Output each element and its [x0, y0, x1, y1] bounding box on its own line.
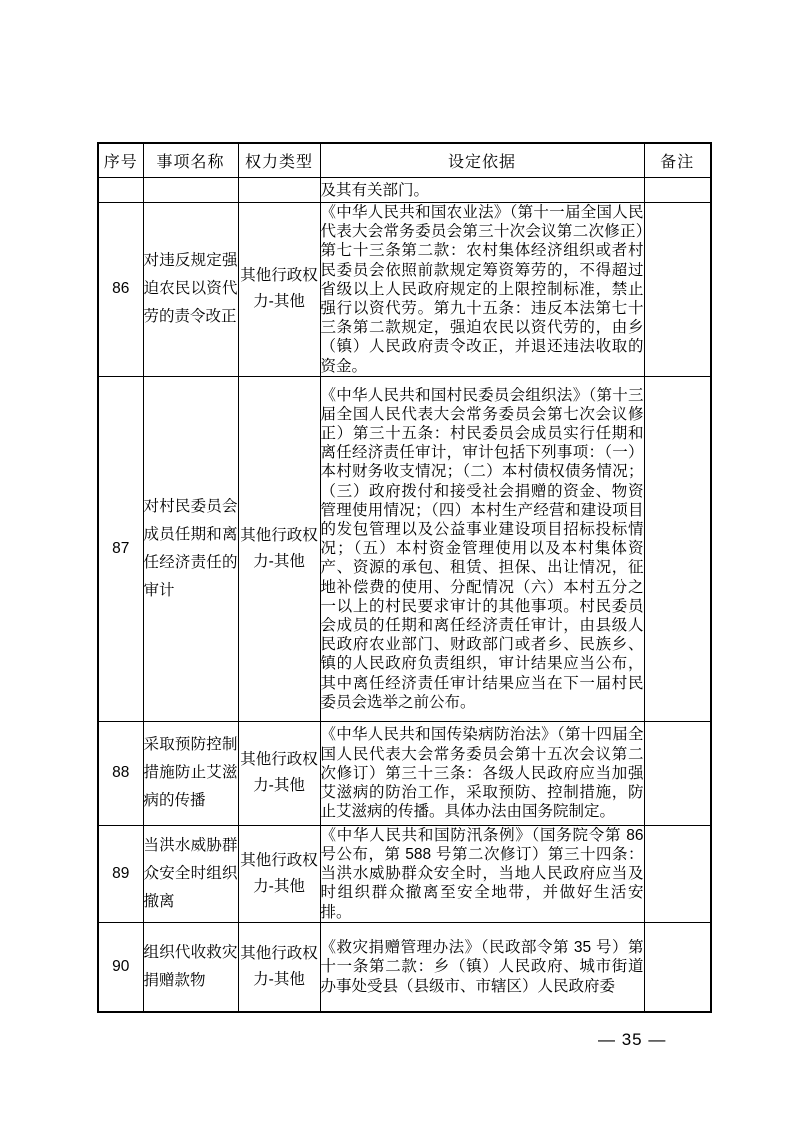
cell-remark	[644, 203, 711, 377]
table-row	[98, 825, 711, 922]
cell-item-name: 采取预防控制措施防止艾滋病的传播	[143, 721, 238, 825]
carryover-row	[98, 178, 711, 203]
cell-power-type: 其他行政权力-其他	[238, 721, 320, 825]
page-number: — 35 —	[598, 1030, 667, 1049]
cell-basis: 《救灾捐赠管理办法》（民政部令第 35 号）第十一条第二款：乡（镇）人民政府、城市街道办事处受县（县级市、市辖区）人民政府委	[320, 922, 644, 1012]
cell-serial: 88	[98, 721, 143, 825]
cell-remark	[644, 376, 711, 721]
cell-item-name	[143, 178, 238, 203]
cell-serial: 87	[98, 376, 143, 721]
cell-power-type	[238, 178, 320, 203]
cell-item-name: 组织代收救灾捐赠款物	[143, 922, 238, 1012]
column-header-item-name: 事项名称	[143, 143, 238, 178]
cell-remark	[644, 922, 711, 1012]
column-header-basis: 设定依据	[320, 143, 644, 178]
column-header-serial: 序号	[98, 143, 143, 178]
cell-basis: 《中华人民共和国村民委员会组织法》（第十三届全国人民代表大会常务委员会第七次会议修正）第三十五条：村民委员会成员实行任期和离任经济责任审计，审计包括下列事项：（一）本村财务收支情况；（二）本村债权债务情况；（三）政府拨付和接受社会捐赠的资金、物资管理使用情况；（四）本村生产经营和建设项目的发包管理以及公益事业建设项目招标投标情况；（五）本村资金管理使用以及本村集体资产、资源的承包、租赁、担保、出让情况，征地补偿费的使用、分配情况（六）本村五分之一以上的村民要求审计的其他事项。村民委员会成员的任期和离任经济责任审计，由县级人民政府农业部门、财政部门或者乡、民族乡、镇的人民政府负责组织，审计结果应当公布，其中离任经济责任审计结果应当在下一届村民委员会选举之前公布。	[320, 376, 644, 721]
table-row	[98, 721, 711, 825]
cell-serial: 86	[98, 203, 143, 377]
column-header-remark: 备注	[644, 143, 711, 178]
cell-power-type: 其他行政权力-其他	[238, 922, 320, 1012]
cell-serial: 89	[98, 825, 143, 922]
cell-basis: 《中华人民共和国传染病防治法》（第十四届全国人民代表大会常务委员会第十五次会议第二次修订）第三十三条：各级人民政府应当加强艾滋病的防治工作，采取预防、控制措施，防止艾滋病的传播。具体办法由国务院制定。	[320, 721, 644, 825]
cell-remark	[644, 178, 711, 203]
cell-serial: 90	[98, 922, 143, 1012]
table-row	[98, 203, 711, 377]
cell-item-name: 对村民委员会成员任期和离任经济责任的审计	[143, 376, 238, 721]
cell-basis: 《中华人民共和国农业法》（第十一届全国人民代表大会常务委员会第三十次会议第二次修正）第七十三条第二款：农村集体经济组织或者村民委员会依照前款规定筹资筹劳的，不得超过省级以上人民政府规定的上限控制标准，禁止强行以资代劳。第九十五条：违反本法第七十三条第二款规定，强迫农民以资代劳的，由乡（镇）人民政府责令改正，并退还违法收取的资金。	[320, 204, 644, 375]
cell-remark	[644, 825, 711, 922]
column-header-power-type: 权力类型	[238, 143, 320, 178]
cell-power-type: 其他行政权力-其他	[238, 825, 320, 922]
table-row	[98, 922, 711, 1012]
cell-power-type: 其他行政权力-其他	[238, 376, 320, 721]
power-items-table	[97, 142, 712, 1013]
cell-basis: 《中华人民共和国防汛条例》（国务院令第 86 号公布，第 588 号第二次修订）第三十四条：当洪水威胁群众安全时，当地人民政府应当及时组织群众撤离至安全地带，并做好生活安排。	[320, 826, 644, 921]
cell-power-type: 其他行政权力-其他	[238, 203, 320, 377]
cell-item-name: 对违反规定强迫农民以资代劳的责令改正	[143, 203, 238, 377]
table-row	[98, 376, 711, 721]
cell-basis: 及其有关部门。	[320, 178, 644, 203]
cell-remark	[644, 721, 711, 825]
cell-item-name: 当洪水威胁群众安全时组织撤离	[143, 825, 238, 922]
table-header-row	[98, 143, 711, 178]
cell-serial	[98, 178, 143, 203]
